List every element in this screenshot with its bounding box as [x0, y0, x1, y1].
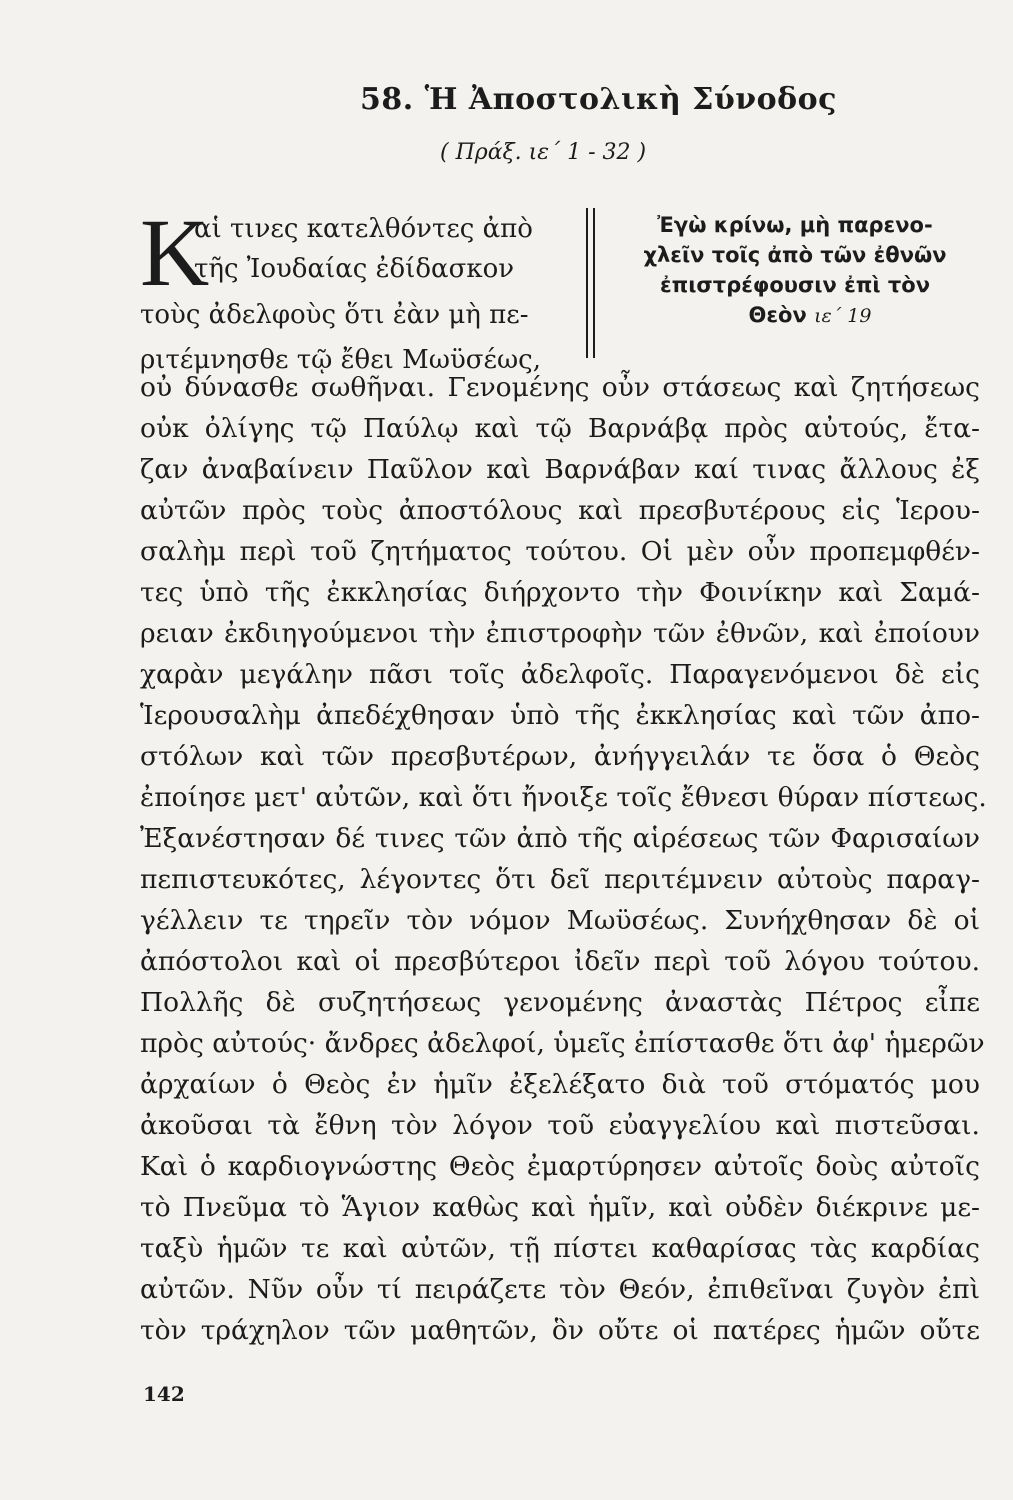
text-line: Ἱερουσαλὴμ ἀπεδέχθησαν ὑπὸ τῆς ἐκκλησίας καὶ τῶν ἀπο-	[140, 700, 980, 731]
page-number: 142	[143, 1382, 185, 1406]
text-line: χαρὰν μεγάλην πᾶσι τοῖς ἀδελφοῖς. Παραγενόμενοι δὲ εἰς	[140, 659, 980, 690]
text-line: τὸ Πνεῦμα τὸ Ἅγιον καθὼς καὶ ἡμῖν, καὶ οὐδὲν διέκρινε με-	[140, 1192, 980, 1223]
text-line: πρὸς αὐτούς· ἄνδρες ἀδελφοί, ὑμεῖς ἐπίστασθε ὅτι ἀφ' ἡμερῶν	[140, 1028, 985, 1059]
text-line: Ἐξανέστησαν δέ τινες τῶν ἀπὸ τῆς αἱρέσεως τῶν Φαρισαίων	[140, 823, 980, 854]
text-line: τὸν τράχηλον τῶν μαθητῶν, ὃν οὔτε οἱ πατέρες ἡμῶν οὔτε	[140, 1315, 980, 1346]
text-line: ἀρχαίων ὁ Θεὸς ἐν ἡμῖν ἐξελέξατο διὰ τοῦ στόματός μου	[140, 1069, 980, 1100]
divider-rule-left	[586, 208, 588, 358]
text-line: αὐτῶν. Νῦν οὖν τί πειράζετε τὸν Θεόν, ἐπιθεῖναι ζυγὸν ἐπὶ	[140, 1274, 980, 1305]
quote-verse-reference: ιε΄ 19	[814, 305, 872, 327]
scripture-reference: ( Πράξ. ιε΄ 1 - 32 )	[440, 140, 647, 165]
text-line: ἀκοῦσαι τὰ ἔθνη τὸν λόγον τοῦ εὐαγγελίου καὶ πιστεῦσαι.	[140, 1110, 980, 1141]
quote-line: Θεὸν	[748, 303, 807, 327]
text-line: Καὶ ὁ καρδιογνώστης Θεὸς ἐμαρτύρησεν αὐτοῖς δοὺς αὐτοῖς	[140, 1151, 980, 1182]
text-line: ζαν ἀναβαίνειν Παῦλον καὶ Βαρνάβαν καί τινας ἄλλους ἐξ	[140, 454, 980, 485]
text-line: οὐκ ὀλίγης τῷ Παύλῳ καὶ τῷ Βαρνάβᾳ πρὸς αὐτούς, ἔτα-	[140, 413, 980, 444]
text-line: αὐτῶν πρὸς τοὺς ἀποστόλους καὶ πρεσβυτέρους εἰς Ἱερου-	[140, 495, 980, 526]
text-line: οὐ δύνασθε σωθῆναι. Γενομένης οὖν στάσεως καὶ ζητήσεως	[140, 372, 980, 403]
drop-cap: Κ	[140, 199, 210, 306]
text-line: ἀπόστολοι καὶ οἱ πρεσβύτεροι ἰδεῖν περὶ τοῦ λόγου τούτου.	[140, 946, 980, 977]
text-line: σαλὴμ περὶ τοῦ ζητήματος τούτου. Οἱ μὲν οὖν προπεμφθέν-	[140, 536, 980, 567]
text-line: γέλλειν τε τηρεῖν τὸν νόμον Μωϋσέως. Συνήχθησαν δὲ οἱ	[140, 905, 980, 936]
text-line: Πολλῆς δὲ συζητήσεως γενομένης ἀναστὰς Πέτρος εἶπε	[140, 987, 980, 1018]
text-line: ταξὺ ἡμῶν τε καὶ αὐτῶν, τῇ πίστει καθαρίσας τὰς καρδίας	[140, 1233, 980, 1264]
lead-line: ριτέμνησθε τῷ ἔθει Μωϋσέως,	[140, 345, 542, 375]
section-title: 58. Ἡ Ἀποστολικὴ Σύνοδος	[360, 82, 837, 117]
text-line: στόλων καὶ τῶν πρεσβυτέρων, ἀνήγγειλάν τε ὅσα ὁ Θεὸς	[140, 741, 980, 772]
quote-line: Ἐγὼ κρίνω, μὴ παρενο-	[657, 213, 933, 237]
lead-line: τῆς Ἰουδαίας ἐδίδασκον	[194, 254, 515, 284]
key-verse-quote	[615, 210, 975, 331]
quote-line: χλεῖν τοῖς ἀπὸ τῶν ἐθνῶν	[643, 243, 947, 267]
text-line: ἐποίησε μετ' αὐτῶν, καὶ ὅτι ἤνοιξε τοῖς ἔθνεσι θύραν πίστεως.	[140, 782, 987, 813]
quote-line: ἐπιστρέφουσιν ἐπὶ τὸν	[659, 273, 931, 297]
text-line: τες ὑπὸ τῆς ἐκκλησίας διήρχοντο τὴν Φοινίκην καὶ Σαμά-	[140, 577, 980, 608]
divider-rule-right	[593, 208, 595, 358]
lead-line: τοὺς ἀδελφοὺς ὅτι ἐὰν μὴ πε-	[140, 300, 529, 330]
text-line: ρειαν ἐκδιηγούμενοι τὴν ἐπιστροφὴν τῶν ἐθνῶν, καὶ ἐποίουν	[140, 618, 980, 649]
lead-line: αἱ τινες κατελθόντες ἀπὸ	[194, 214, 533, 244]
text-line: πεπιστευκότες, λέγοντες ὅτι δεῖ περιτέμνειν αὐτοὺς παραγ-	[140, 864, 980, 895]
